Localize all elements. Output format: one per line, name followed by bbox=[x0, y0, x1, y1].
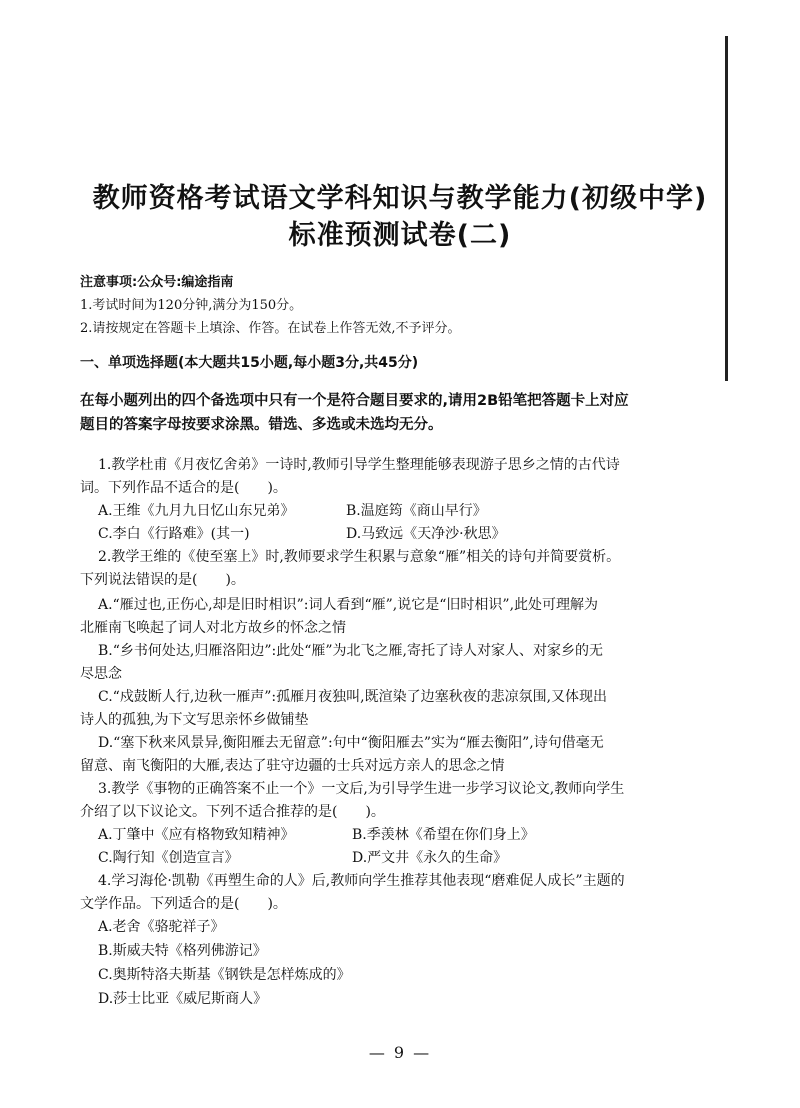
page-subtitle: 标准预测试卷(二) bbox=[288, 220, 512, 251]
question-2-stem: 下列说法错误的是( )。 bbox=[80, 572, 245, 588]
notes-header: 注意事项:公众号:编途指南 bbox=[80, 275, 234, 290]
question-3-stem: 介绍了以下议论文。下列不适合推荐的是( )。 bbox=[80, 804, 385, 820]
page-number: — 9 — bbox=[368, 1043, 432, 1062]
question-2-option-a: 北雁南飞唤起了词人对北方故乡的怀念之情 bbox=[80, 620, 346, 636]
question-2-stem: 2.教学王维的《使至塞上》时,教师要求学生积累与意象“雁”相关的诗句并简要赏析。 bbox=[98, 549, 621, 565]
question-2-option-c: 诗人的孤独,为下文写思亲怀乡做铺垫 bbox=[80, 712, 309, 728]
question-1-option-d: D.马致远《天净沙·秋思》 bbox=[346, 526, 506, 542]
question-3-option-d: D.严文井《永久的生命》 bbox=[352, 850, 508, 866]
question-3-option-b: B.季羡林《希望在你们身上》 bbox=[352, 827, 535, 843]
question-4-option-d: D.莎士比亚《威尼斯商人》 bbox=[98, 991, 268, 1007]
note-item: 2.请按规定在答题卡上填涂、作答。在试卷上作答无效,不予评分。 bbox=[80, 321, 461, 336]
section-header: 一、单项选择题(本大题共15小题,每小题3分,共45分) bbox=[80, 355, 419, 371]
page-title: 教师资格考试语文学科知识与教学能力(初级中学) bbox=[92, 183, 708, 214]
question-1-stem: 1.教学杜甫《月夜忆舍弟》一诗时,教师引导学生整理能够表现游子思乡之情的古代诗 bbox=[98, 457, 620, 473]
question-3-option-c: C.陶行知《创造宣言》 bbox=[98, 850, 239, 866]
question-2-option-a: A.“雁过也,正伤心,却是旧时相识”:词人看到“雁”,说它是“旧时相识”,此处可理解为 bbox=[98, 597, 599, 613]
question-2-option-d: 留意、南飞衡阳的大雁,表达了驻守边疆的士兵对远方亲人的思念之情 bbox=[80, 758, 505, 774]
question-1-option-c: C.李白《行路难》(其一) bbox=[98, 526, 250, 542]
question-3-option-a: A.丁肇中《应有格物致知精神》 bbox=[98, 827, 295, 843]
instructions-line: 在每小题列出的四个备选项中只有一个是符合题目要求的,请用2B铅笔把答题卡上对应 bbox=[80, 393, 629, 409]
instructions-line: 题目的答案字母按要求涂黑。错选、多选或未选均无分。 bbox=[80, 417, 443, 433]
question-1-stem: 词。下列作品不适合的是( )。 bbox=[80, 480, 287, 496]
question-2-option-d: D.“塞下秋来风景异,衡阳雁去无留意”:句中“衡阳雁去”实为“雁去衡阳”,诗句借毫无 bbox=[98, 735, 604, 751]
question-2-option-c: C.“戍鼓断人行,边秋一雁声”:孤雁月夜独叫,既渲染了边塞秋夜的悲凉氛围,又体现出 bbox=[98, 689, 608, 705]
question-1-option-a: A.王维《九月九日忆山东兄弟》 bbox=[98, 503, 295, 519]
question-2-option-b: B.“乡书何处达,归雁洛阳边”:此处“雁”为北飞之雁,寄托了诗人对家人、对家乡的无 bbox=[98, 643, 603, 659]
question-4-option-b: B.斯威夫特《格列佛游记》 bbox=[98, 943, 267, 959]
question-1-option-b: B.温庭筠《商山早行》 bbox=[346, 503, 487, 519]
question-4-option-c: C.奥斯特洛夫斯基《钢铁是怎样炼成的》 bbox=[98, 967, 351, 983]
question-4-option-a: A.老舍《骆驼祥子》 bbox=[98, 919, 225, 935]
note-item: 1.考试时间为120分钟,满分为150分。 bbox=[80, 298, 303, 313]
question-3-stem: 3.教学《事物的正确答案不止一个》一文后,为引导学生进一步学习议论文,教师向学生 bbox=[98, 781, 625, 797]
question-4-stem: 文学作品。下列适合的是( )。 bbox=[80, 896, 287, 912]
question-2-option-b: 尽思念 bbox=[80, 666, 122, 682]
question-4-stem: 4.学习海伦·凯勒《再塑生命的人》后,教师向学生推荐其他表现“磨难促人成长”主题的 bbox=[98, 873, 625, 889]
